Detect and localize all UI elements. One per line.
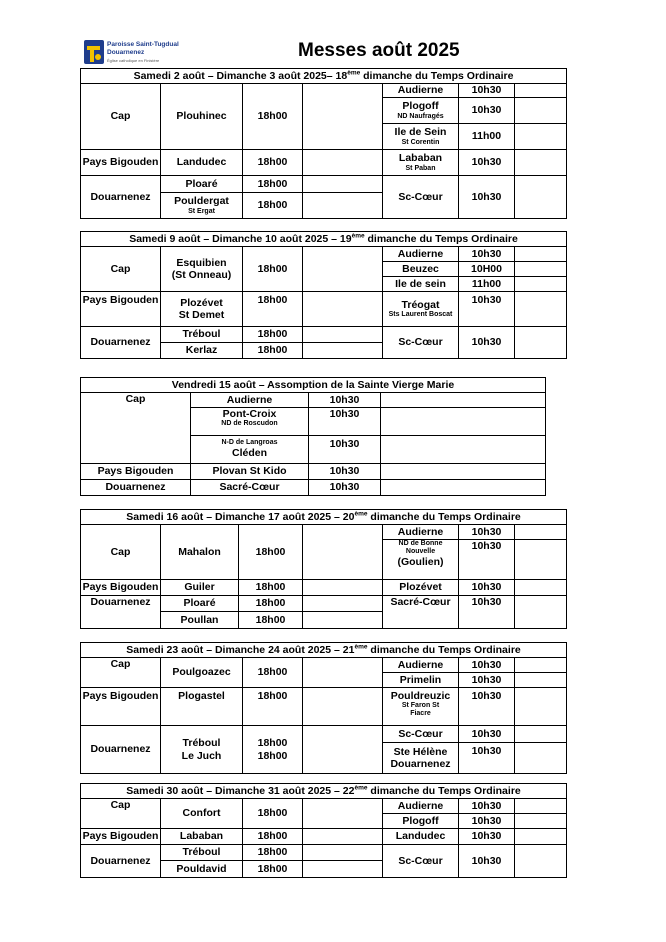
empty-cell [515, 658, 567, 673]
empty-cell [515, 262, 567, 277]
schedule-week-5 [80, 783, 567, 878]
empty-cell [515, 277, 567, 292]
sun-place: ND de Bonne Nouvelle (Goulien) [383, 540, 459, 580]
sat-place: Plouhinec [161, 84, 243, 150]
sun-time: 10h30 [459, 98, 515, 124]
sun-place: Plogoff ND Naufragés [383, 98, 459, 124]
sat-time: 18h00 [243, 688, 303, 726]
sat-time: 18h00 [243, 193, 303, 219]
sun-time: 10h30 [459, 292, 515, 327]
sun-time: 10h30 [459, 84, 515, 98]
region-cap: Cap [81, 799, 161, 829]
empty-cell [515, 247, 567, 262]
sun-time: 10h30 [459, 580, 515, 596]
sat-place: Pouldavid [161, 861, 243, 878]
sat-place: Poullan [161, 612, 239, 629]
empty-cell [515, 726, 567, 743]
sat-time: 18h00 [239, 612, 303, 629]
sun-place: Ile de Sein St Corentin [383, 124, 459, 150]
sun-time: 11h00 [459, 124, 515, 150]
logo-line3: Église catholique en Finistère [107, 58, 160, 63]
empty-cell [303, 193, 383, 219]
sat-place: Poulgoazec [161, 658, 243, 688]
sat-time: 18h00 [243, 84, 303, 150]
sun-place: Sc-Cœur [383, 726, 459, 743]
sun-time: 10h30 [459, 150, 515, 176]
sat-place: Mahalon [161, 525, 239, 580]
place: Sacré-Cœur [191, 480, 309, 496]
schedule-week-1 [80, 68, 567, 219]
logo-line1: Paroisse Saint-Tugdual [107, 41, 179, 48]
sat-place: Plozévet St Demet [161, 292, 243, 327]
empty-cell [303, 829, 383, 845]
sun-time: 10h30 [459, 658, 515, 673]
empty-cell [381, 464, 546, 480]
sat-time: 18h00 [243, 150, 303, 176]
sun-place: Ile de sein [383, 277, 459, 292]
sat-place: Lababan [161, 829, 243, 845]
empty-cell [303, 658, 383, 688]
sun-time: 10h30 [459, 247, 515, 262]
sat-time: 18h00 [239, 580, 303, 596]
sun-time: 11h00 [459, 277, 515, 292]
sat-place: Esquibien (St Onneau) [161, 247, 243, 292]
empty-cell [515, 124, 567, 150]
region-douarnenez: Douarnenez [81, 480, 191, 496]
region-pays-bigouden: Pays Bigouden [81, 150, 161, 176]
empty-cell [515, 673, 567, 688]
sat-time: 18h00 [243, 343, 303, 359]
empty-cell [303, 343, 383, 359]
region-douarnenez: Douarnenez [81, 845, 161, 878]
empty-cell [515, 688, 567, 726]
assumption-header: Vendredi 15 août – Assomption de la Sainte Vierge Marie [81, 378, 546, 393]
sun-place: Plogoff [383, 814, 459, 829]
place: Plovan St Kido [191, 464, 309, 480]
sat-time: 18h00 [243, 176, 303, 193]
sat-place: Guiler [161, 580, 239, 596]
sun-time: 10H00 [459, 262, 515, 277]
empty-cell [303, 612, 383, 629]
place: N-D de Langroas Cléden [191, 436, 309, 464]
sun-time: 10h30 [459, 525, 515, 540]
sat-time: 18h00 [243, 861, 303, 878]
sun-place: Audierne [383, 525, 459, 540]
sun-place: Sc-Cœur [383, 845, 459, 878]
sun-time: 10h30 [459, 726, 515, 743]
empty-cell [303, 84, 383, 150]
week-4-header: Samedi 23 août – Dimanche 24 août 2025 – 21ème dimanche du Temps Ordinaire [81, 643, 567, 658]
time: 10h30 [309, 480, 381, 496]
empty-cell [303, 580, 383, 596]
region-douarnenez: Douarnenez [81, 596, 161, 629]
empty-cell [303, 292, 383, 327]
sat-place: Tréboul [161, 327, 243, 343]
sat-place: Tréboul Le Juch [161, 726, 243, 774]
region-pays-bigouden: Pays Bigouden [81, 580, 161, 596]
region-douarnenez: Douarnenez [81, 176, 161, 219]
empty-cell [515, 540, 567, 580]
logo-line2: Douarnenez [107, 49, 145, 56]
region-pays-bigouden: Pays Bigouden [81, 829, 161, 845]
sat-time: 18h00 [243, 292, 303, 327]
sat-time: 18h00 [243, 247, 303, 292]
sat-time: 18h00 [243, 829, 303, 845]
sat-place: Tréboul [161, 845, 243, 861]
sun-time: 10h30 [459, 176, 515, 219]
schedule-week-2 [80, 231, 567, 359]
sat-time: 18h00 [243, 799, 303, 829]
time: 10h30 [309, 464, 381, 480]
sat-place: Kerlaz [161, 343, 243, 359]
empty-cell [381, 393, 546, 408]
sat-time: 18h00 18h00 [243, 726, 303, 774]
sun-time: 10h30 [459, 327, 515, 359]
week-2-header: Samedi 9 août – Dimanche 10 août 2025 – 19ème dimanche du Temps Ordinaire [81, 232, 567, 247]
empty-cell [515, 814, 567, 829]
place: Audierne [191, 393, 309, 408]
sun-place: Landudec [383, 829, 459, 845]
empty-cell [515, 292, 567, 327]
empty-cell [515, 525, 567, 540]
region-pays-bigouden: Pays Bigouden [81, 688, 161, 726]
sat-place: Confort [161, 799, 243, 829]
region-cap: Cap [81, 84, 161, 150]
place: Pont-Croix ND de Roscudon [191, 408, 309, 436]
sat-time: 18h00 [239, 525, 303, 580]
empty-cell [303, 688, 383, 726]
time: 10h30 [309, 408, 381, 436]
empty-cell [303, 726, 383, 774]
region-pays-bigouden: Pays Bigouden [81, 464, 191, 480]
sun-time: 10h30 [459, 540, 515, 580]
sun-time: 10h30 [459, 688, 515, 726]
sun-place: Tréogat Sts Laurent Boscat [383, 292, 459, 327]
region-cap: Cap [81, 525, 161, 580]
empty-cell [515, 743, 567, 774]
sun-time: 10h30 [459, 845, 515, 878]
region-pays-bigouden: Pays Bigouden [81, 292, 161, 327]
region-cap: Cap [81, 658, 161, 688]
empty-cell [515, 799, 567, 814]
sun-place: Sacré-Cœur [383, 596, 459, 629]
region-douarnenez: Douarnenez [81, 327, 161, 359]
schedule-assumption [80, 377, 546, 496]
sun-time: 10h30 [459, 673, 515, 688]
empty-cell [303, 525, 383, 580]
sun-time: 10h30 [459, 799, 515, 814]
empty-cell [515, 327, 567, 359]
sat-time: 18h00 [243, 845, 303, 861]
week-1-header: Samedi 2 août – Dimanche 3 août 2025– 18ème dimanche du Temps Ordinaire [81, 69, 567, 84]
page-title: Messes août 2025 [298, 40, 460, 61]
sun-place: Primelin [383, 673, 459, 688]
sun-time: 10h30 [459, 829, 515, 845]
empty-cell [303, 845, 383, 861]
region-douarnenez: Douarnenez [81, 726, 161, 774]
empty-cell [515, 845, 567, 878]
sun-place: Audierne [383, 658, 459, 673]
sat-time: 18h00 [239, 596, 303, 612]
parish-logo [84, 40, 204, 68]
time: 10h30 [309, 436, 381, 464]
sun-time: 10h30 [459, 596, 515, 629]
sun-time: 10h30 [459, 814, 515, 829]
sun-place: Sc-Cœur [383, 327, 459, 359]
empty-cell [303, 327, 383, 343]
sun-place: Plozévet [383, 580, 459, 596]
empty-cell [303, 176, 383, 193]
empty-cell [303, 799, 383, 829]
sun-place: Lababan St Paban [383, 150, 459, 176]
sun-place: Audierne [383, 799, 459, 814]
empty-cell [303, 861, 383, 878]
empty-cell [381, 408, 546, 436]
sun-place: Audierne [383, 84, 459, 98]
empty-cell [303, 150, 383, 176]
time: 10h30 [309, 393, 381, 408]
sat-place: Ploaré [161, 596, 239, 612]
sat-time: 18h00 [243, 327, 303, 343]
empty-cell [515, 84, 567, 98]
schedule-week-4 [80, 642, 567, 774]
sat-time: 18h00 [243, 658, 303, 688]
empty-cell [515, 98, 567, 124]
empty-cell [515, 176, 567, 219]
sun-place: Pouldreuzic St Faron St Fiacre [383, 688, 459, 726]
empty-cell [515, 150, 567, 176]
parish-logo-icon [84, 40, 106, 68]
sun-place: Audierne [383, 247, 459, 262]
sat-place: Pouldergat St Ergat [161, 193, 243, 219]
sat-place: Plogastel [161, 688, 243, 726]
week-5-header: Samedi 30 août – Dimanche 31 août 2025 – 22ème dimanche du Temps Ordinaire [81, 784, 567, 799]
sat-place: Ploaré [161, 176, 243, 193]
week-3-header: Samedi 16 août – Dimanche 17 août 2025 – 20ème dimanche du Temps Ordinaire [81, 510, 567, 525]
region-cap: Cap [81, 247, 161, 292]
sat-place: Landudec [161, 150, 243, 176]
empty-cell [381, 480, 546, 496]
empty-cell [515, 580, 567, 596]
sun-time: 10h30 [459, 743, 515, 774]
region-cap: Cap [81, 393, 191, 464]
schedule-week-3 [80, 509, 567, 629]
sun-place: Ste Hélène Douarnenez [383, 743, 459, 774]
sun-place: Sc-Cœur [383, 176, 459, 219]
empty-cell [515, 596, 567, 629]
empty-cell [381, 436, 546, 464]
empty-cell [303, 596, 383, 612]
sun-place: Beuzec [383, 262, 459, 277]
empty-cell [303, 247, 383, 292]
empty-cell [515, 829, 567, 845]
